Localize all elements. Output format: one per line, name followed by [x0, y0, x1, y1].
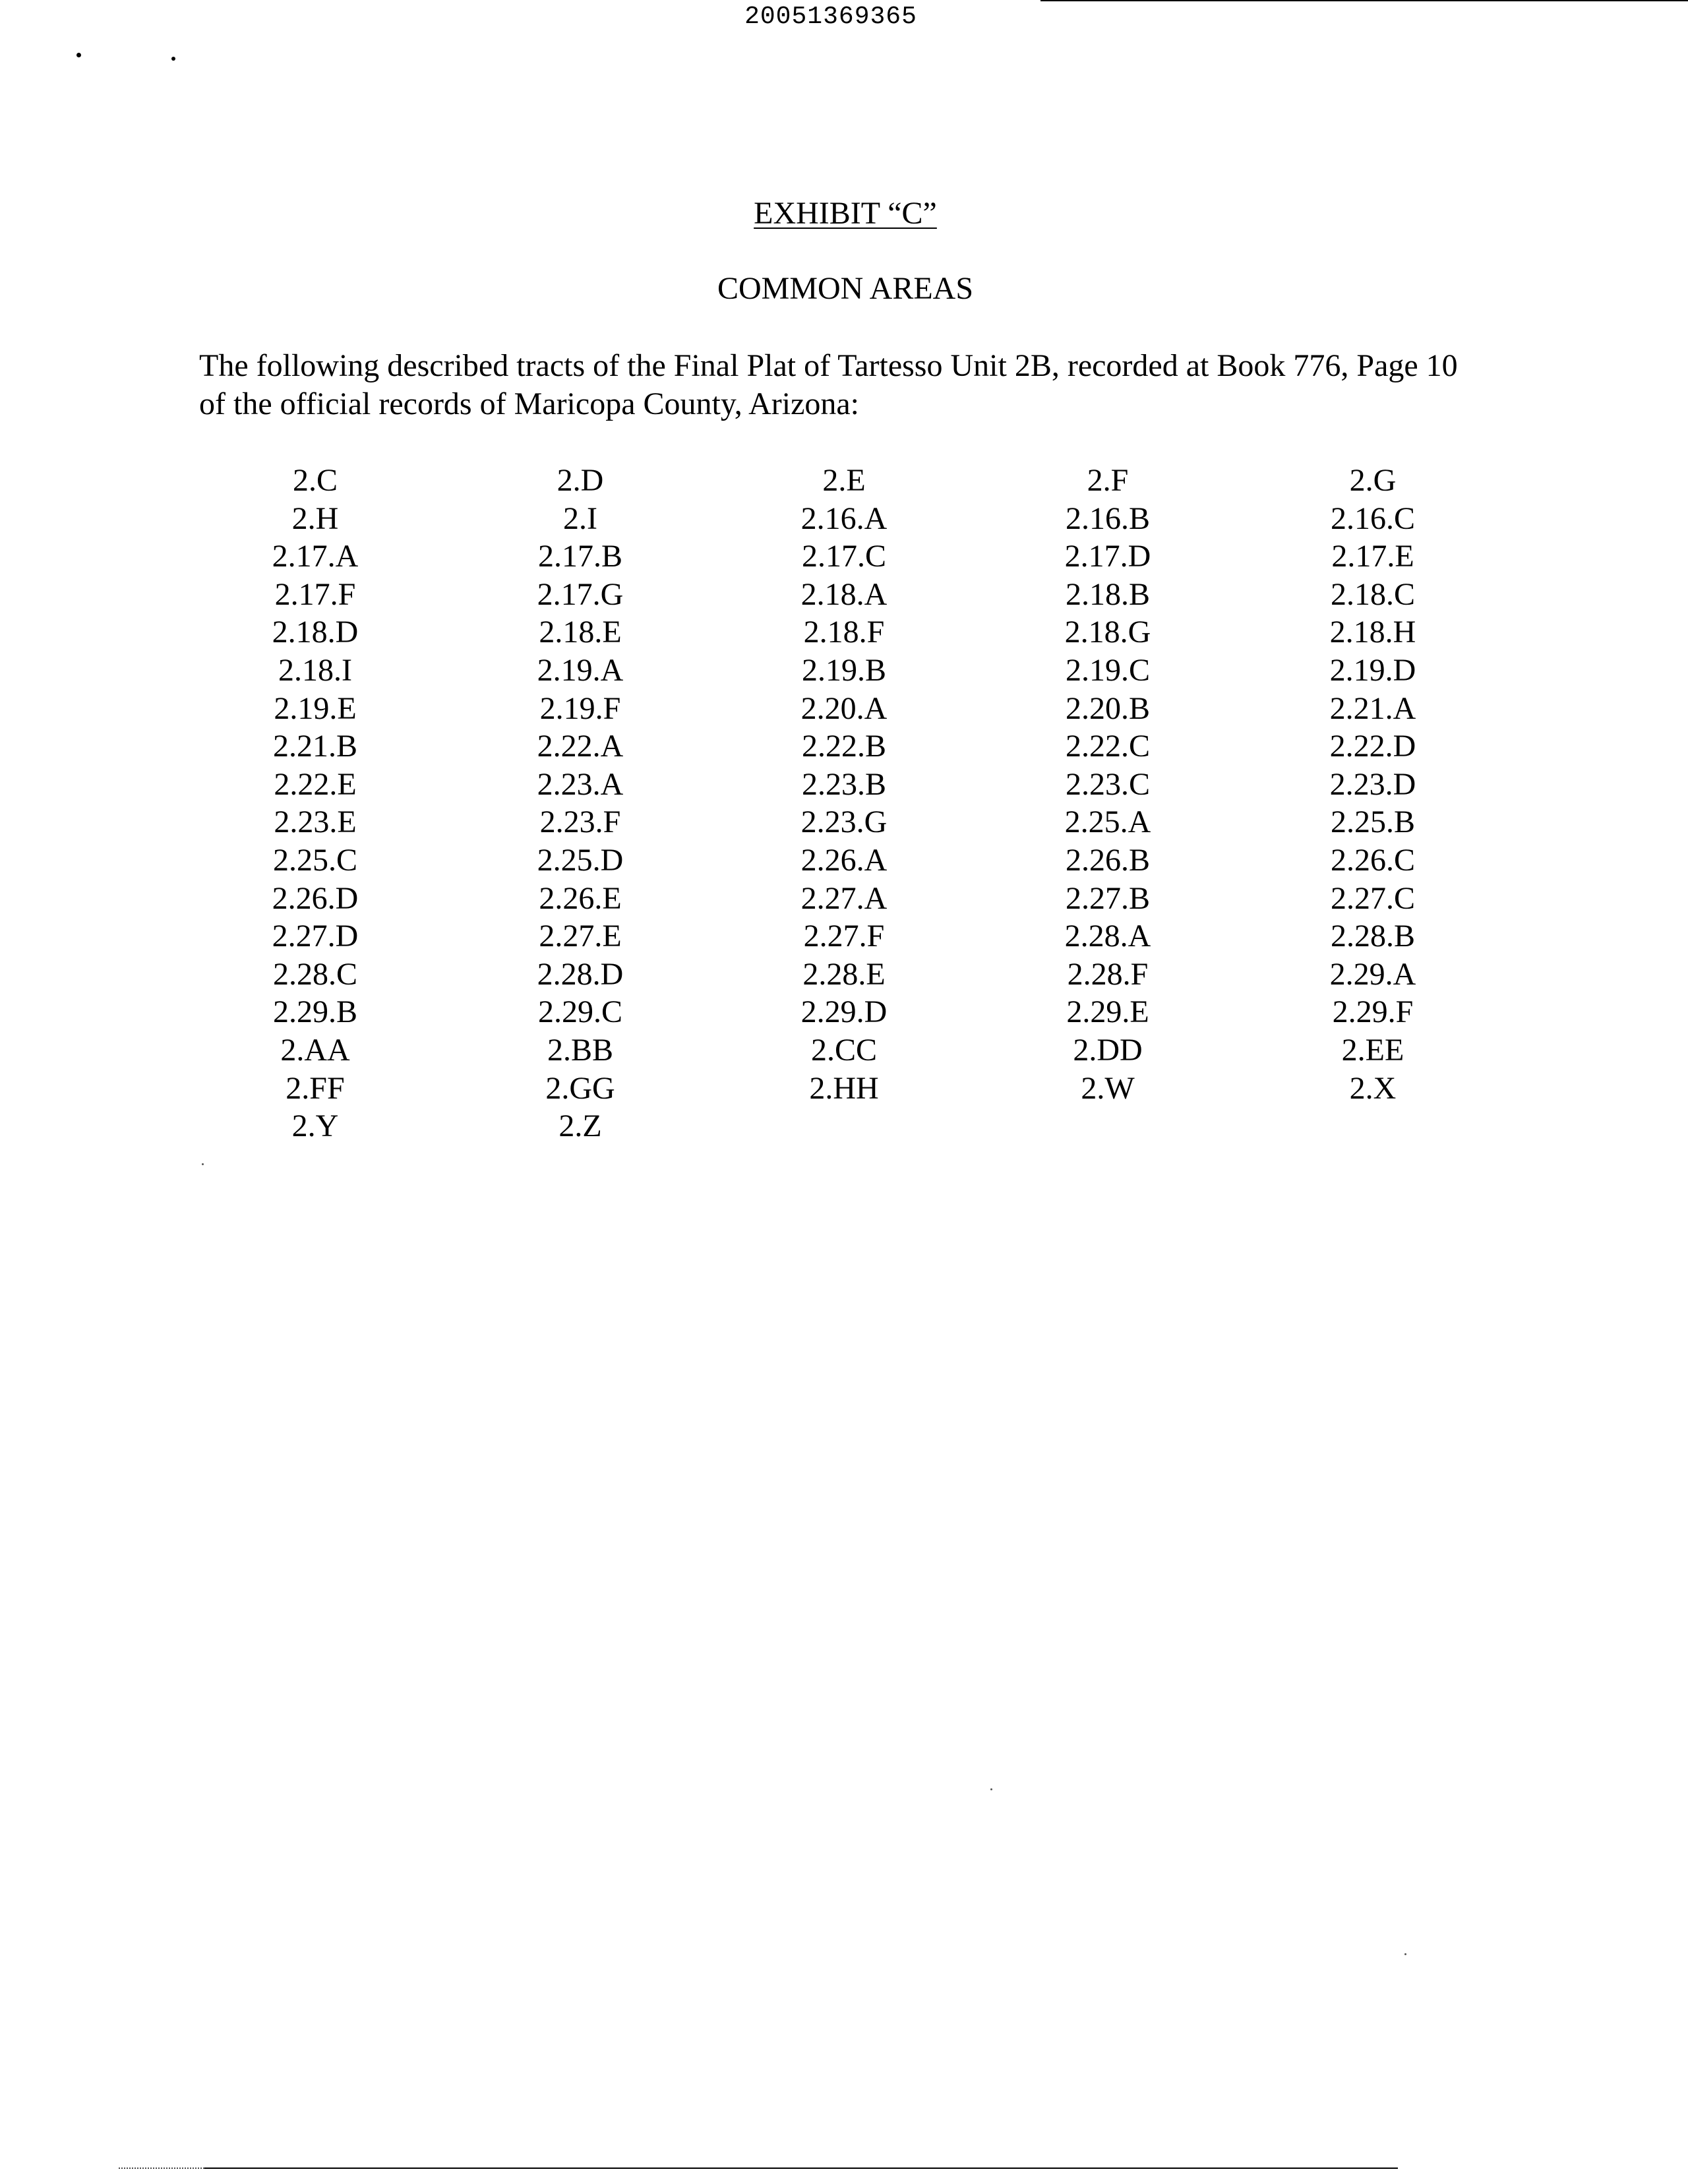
tract-row	[0, 1107, 1688, 1145]
tract-id: 2.22.D	[1329, 729, 1416, 764]
tract-row	[0, 462, 1688, 500]
section-title-text: COMMON AREAS	[717, 271, 974, 306]
tract-id: 2.28.B	[1330, 919, 1415, 954]
tract-id: 2.E	[822, 463, 866, 498]
tract-id: 2.27.B	[1065, 880, 1150, 916]
tract-id: 2.17.E	[1331, 539, 1414, 574]
tract-id: 2.18.F	[803, 615, 885, 650]
scan-speck	[1404, 1953, 1406, 1955]
tract-row	[0, 917, 1688, 956]
tract-id: 2.27.D	[272, 919, 359, 954]
tract-id: 2.28.A	[1064, 919, 1151, 954]
tract-id: 2.18.E	[539, 615, 622, 650]
tract-id: 2.28.E	[802, 956, 886, 992]
tract-id: 2.23.F	[539, 804, 621, 840]
tract-id: 2.22.C	[1065, 729, 1150, 764]
tract-id: 2.18.A	[800, 576, 888, 612]
tract-id: 2.F	[1087, 463, 1129, 498]
top-edge-rule	[1040, 0, 1688, 1]
tract-id: 2.Y	[291, 1108, 339, 1144]
tract-id: 2.23.E	[274, 804, 357, 840]
tract-id: 2.19.E	[274, 690, 357, 726]
tract-id: 2.29.C	[537, 994, 622, 1030]
tract-row	[0, 956, 1688, 994]
bottom-rule	[204, 2168, 1398, 2169]
tract-id: 2.20.B	[1065, 690, 1150, 726]
tract-id: 2.17.C	[801, 539, 886, 574]
tract-row	[0, 880, 1688, 918]
tract-id: 2.26.D	[272, 880, 359, 916]
exhibit-title-text: EXHIBIT “C”	[754, 196, 937, 231]
recording-number	[0, 3, 1688, 31]
tract-id: 2.C	[292, 463, 338, 498]
tract-id: 2.17.B	[537, 539, 622, 574]
tract-id: 2.29.B	[272, 994, 357, 1030]
bottom-dotted-rule	[119, 2168, 204, 2169]
tract-id: 2.27.E	[539, 919, 622, 954]
tract-id: 2.27.F	[803, 919, 885, 954]
tract-id: 2.19.F	[539, 690, 621, 726]
tract-id: 2.22.E	[274, 766, 357, 802]
tract-id: 2.18.B	[1065, 576, 1150, 612]
tract-id: 2.17.F	[274, 576, 356, 612]
tract-id: 2.FF	[286, 1070, 345, 1106]
tract-id: 2.W	[1081, 1070, 1135, 1106]
tract-id: 2.I	[563, 501, 597, 536]
tract-row	[0, 727, 1688, 766]
tract-id: 2.18.I	[278, 652, 352, 688]
tract-id: 2.16.B	[1065, 501, 1150, 536]
tract-id: 2.X	[1349, 1070, 1397, 1106]
tract-id: 2.29.D	[800, 994, 888, 1030]
tract-id: 2.22.A	[537, 729, 624, 764]
tract-id: 2.D	[557, 463, 604, 498]
tract-id: 2.18.C	[1330, 576, 1415, 612]
tract-id: 2.27.A	[800, 880, 888, 916]
tract-id: 2.Z	[558, 1108, 602, 1144]
tract-id: 2.HH	[809, 1070, 879, 1106]
tract-id: 2.29.F	[1332, 994, 1414, 1030]
tract-id: 2.EE	[1341, 1032, 1404, 1068]
tract-row	[0, 1070, 1688, 1108]
tract-id: 2.20.A	[800, 690, 888, 726]
tract-id: 2.18.H	[1329, 615, 1416, 650]
tract-id: 2.18.D	[272, 615, 359, 650]
tract-id: 2.22.B	[801, 729, 886, 764]
tract-row	[0, 652, 1688, 690]
tract-id: 2.23.C	[1065, 766, 1150, 802]
tract-list	[0, 462, 1688, 1145]
tract-row	[0, 993, 1688, 1031]
tract-id: 2.28.C	[272, 956, 357, 992]
tract-row	[0, 690, 1688, 728]
tract-id: 2.G	[1349, 463, 1397, 498]
tract-id: 2.25.B	[1330, 804, 1415, 840]
tract-id: 2.AA	[280, 1032, 350, 1068]
scan-mark-dot	[171, 57, 175, 61]
tract-id: 2.19.A	[537, 652, 624, 688]
tract-id: 2.BB	[547, 1032, 614, 1068]
tract-id: 2.27.C	[1330, 880, 1415, 916]
tract-id: 2.GG	[545, 1070, 615, 1106]
tract-id: 2.17.D	[1064, 539, 1151, 574]
intro-line: of the official records of Maricopa County, Arizona:	[199, 386, 860, 421]
tract-id: 2.21.A	[1329, 690, 1416, 726]
tract-id: 2.19.C	[1065, 652, 1150, 688]
tract-row	[0, 537, 1688, 576]
tract-id: 2.19.D	[1329, 652, 1416, 688]
tract-id: 2.16.C	[1330, 501, 1415, 536]
tract-id: 2.23.B	[801, 766, 886, 802]
tract-id: 2.16.A	[800, 501, 888, 536]
tract-id: 2.26.C	[1330, 842, 1415, 878]
tract-id: 2.26.A	[800, 842, 888, 878]
recording-number-text: 20051369365	[744, 3, 917, 31]
intro-line: The following described tracts of the Final Plat of Tartesso Unit 2B, recorded at Book 776, Page 10	[199, 348, 1458, 383]
tract-row	[0, 576, 1688, 614]
tract-id: 2.29.A	[1329, 956, 1416, 992]
tract-id: 2.H	[291, 501, 339, 536]
tract-row	[0, 841, 1688, 880]
tract-id: 2.25.D	[537, 842, 624, 878]
tract-id: 2.DD	[1073, 1032, 1143, 1068]
intro-paragraph	[199, 347, 1518, 423]
tract-row	[0, 500, 1688, 538]
tract-id: 2.19.B	[801, 652, 886, 688]
tract-id: 2.25.C	[272, 842, 357, 878]
exhibit-title	[0, 195, 1688, 231]
tract-id: 2.28.F	[1067, 956, 1149, 992]
tract-id: 2.17.G	[537, 576, 624, 612]
tract-row	[0, 613, 1688, 652]
scan-mark-dot	[76, 53, 81, 57]
tract-row	[0, 1031, 1688, 1070]
tract-id: 2.21.B	[272, 729, 357, 764]
scan-speck	[990, 1788, 992, 1790]
tract-id: 2.23.G	[800, 804, 888, 840]
tract-id: 2.28.D	[537, 956, 624, 992]
tract-id: 2.23.D	[1329, 766, 1416, 802]
tract-row	[0, 766, 1688, 804]
tract-id: 2.25.A	[1064, 804, 1151, 840]
tract-id: 2.CC	[810, 1032, 878, 1068]
tract-id: 2.26.B	[1065, 842, 1150, 878]
tract-id: 2.23.A	[537, 766, 624, 802]
tract-id: 2.17.A	[272, 539, 359, 574]
tract-id: 2.18.G	[1064, 615, 1151, 650]
tract-id: 2.26.E	[539, 880, 622, 916]
scan-speck	[202, 1163, 204, 1165]
tract-row	[0, 803, 1688, 841]
section-title	[0, 270, 1688, 307]
tract-id: 2.29.E	[1066, 994, 1149, 1030]
